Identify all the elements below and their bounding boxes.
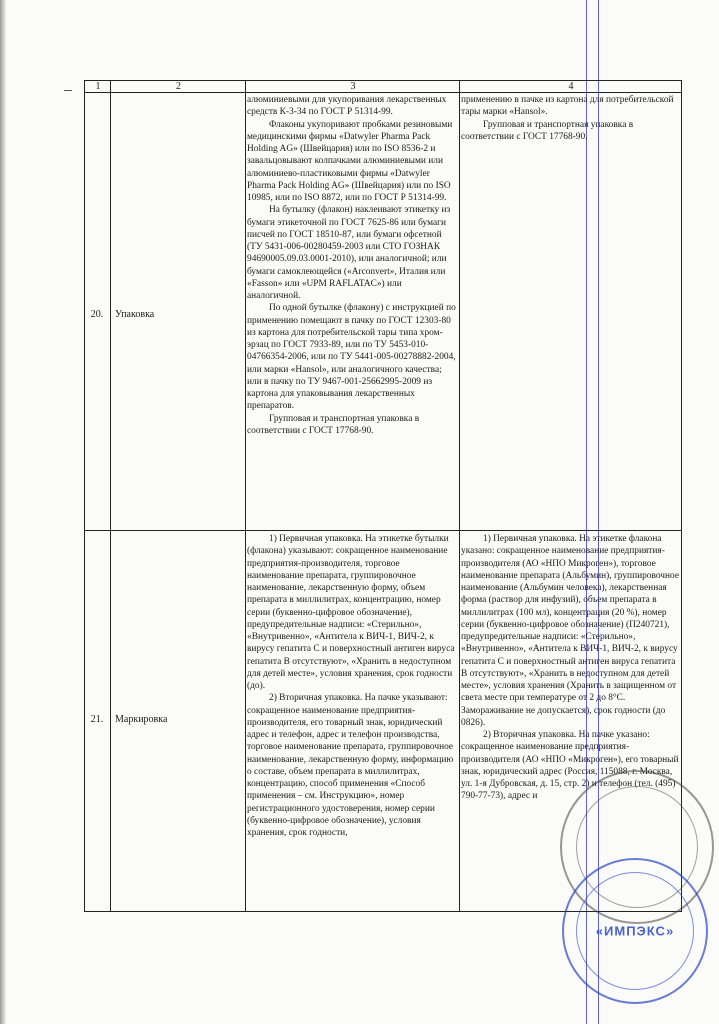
- paragraph: Групповая и транспортная упаковка в соответствии с ГОСТ 17768-90.: [247, 413, 420, 436]
- paragraph: На бутылку (флакон) наклеивают этикетку из бумаги этикеточной по ГОСТ 7625-86 или бумаги писчей по ГОСТ 18510-87, или бумаги офсетной (ТУ 5431-006-00280459-2003 или СТО ГОЗНАК 94690005.09.03.0001-2010), или аналогичной; или бумаги самоклеющейся («Arconvert», Италия или «Fasson» или «UPM RAFLATAC») или аналогичной.: [247, 205, 451, 301]
- paragraph: 1) Первичная упаковка. На этикетке флакона указано: сокращенное наименование предприятия-производителя (АО «НПО Микроген»), торговое наименование препарата (Альбумин), группировочное наименование (Альбумин человека), лекарственная форма (раствор для инфузий), объем препарата в миллилитрах (100 мл), концентрация (20 %), номер серии (буквенно-цифровое обозначение) (П240721), предупредительные надписи: «Стерильно», «Внутривенно», «Антитела к ВИЧ-1, ВИЧ-2, к вирусу гепатита С и поверхностный антиген вируса гепатита В отсутствуют», «Хранить в недоступном для детей месте», условия хранения (Хранить в защищенном от света месте при температуре от 2 до 8°С. Замораживание не допускается), срок годности (до 0826).: [461, 534, 679, 728]
- scan-edge-shadow: [0, 0, 6, 1024]
- row-title: Маркировка: [115, 714, 168, 725]
- column-header-2: 2: [176, 81, 181, 92]
- paragraph: 1) Первичная упаковка. На этикетке бутылки (флакона) указывают: сокращенное наименование предприятия-производителя, торговое наименование препарата, группировочное наименование, лекарственную форму, объем препарата в миллилитрах, концентрацию, номер серии (буквенно-цифровое обозначение), предупредительные надписи: «Стерильно», «Внутривенно», «Антитела к ВИЧ-1, ВИЧ-2, к вирусу гепатита С и поверхностный антиген вируса гепатита В отсутствуют», «Хранить в недоступном для детей месте», условия хранения, срок годности (до).: [247, 534, 455, 691]
- column-header-1: 1: [95, 81, 101, 92]
- paragraph: 2) Вторичная упаковка. На пачке указано: сокращенное наименование предприятия-производителя (АО «НПО «Микроген»), его товарный знак, юридический адрес (Россия, 115088, г. Москва, ул. 1-я Дубровская, д. 15, стр. 2) и телефон (тел. (495) 790-77-73), адрес и: [461, 730, 679, 802]
- impex-seal-stamp: [562, 858, 708, 1004]
- actual-cell: [461, 94, 679, 174]
- paragraph: 2) Вторичная упаковка. На пачке указывают: сокращенное наименование предприятия-производителя, его товарный знак, юридический адрес и телефон, адрес и телефон производства, торговое наименование препарата, группировочное наименование, лекарственную форму, информацию о составе, объем препарата в миллилитрах, концентрацию, способ применения «Способ применения – см. Инструкцию», номер регистрационного удостоверения, номер серии (буквенно-цифровое обозначение), условия хранения, срок годности,: [247, 693, 454, 838]
- stamp-label: «ИМПЭКС»: [595, 923, 675, 939]
- paragraph: алюминиевыми для укупоривания лекарственных средств К-3-34 по ГОСТ Р 51314-99.: [247, 95, 447, 118]
- paragraph: Флаконы укупоривают пробками резиновыми медицинскими фирмы «Datwyler Pharma Pack Holding AG» (Швейцария) или по ISO 8536-2 и завальцовывают колпачками алюминиевыми или алюминиево-пластиковыми фирмы «Datwyler Pharma Pack Holding AG» (Швейцария) или по ISO 10985, или по ISO 8872, или по ГОСТ Р 51314-99.: [247, 119, 453, 203]
- paragraph: применению в пачке из картона для потребительской тары марки «Hansol».: [461, 95, 674, 118]
- row-title: Упаковка: [115, 309, 155, 320]
- requirement-cell: [247, 533, 457, 911]
- paragraph: Групповая и транспортная упаковка в соответствии с ГОСТ 17768-90.: [461, 119, 634, 142]
- paragraph: По одной бутылке (флакону) с инструкцией по применению помещают в пачку по ГОСТ 12303-80 из картона для потребительской тары типа хром-эрзац по ГОСТ 7933-89, или по ТУ 5453-010-04766354-2006, или по ТУ 5441-005-00278882-2004, или марки «Hansol», или аналогичного качества; или в пачку по ТУ 9467-001-25662995-2009 из картона для упаковывания лекарственных препаратов.: [247, 303, 456, 412]
- column-header-3: 3: [350, 81, 356, 92]
- margin-tick: [64, 90, 72, 91]
- requirement-cell: [247, 94, 457, 530]
- column-header-4: 4: [568, 81, 574, 92]
- row-number: 20.: [90, 309, 104, 320]
- row-number: 21.: [90, 714, 104, 725]
